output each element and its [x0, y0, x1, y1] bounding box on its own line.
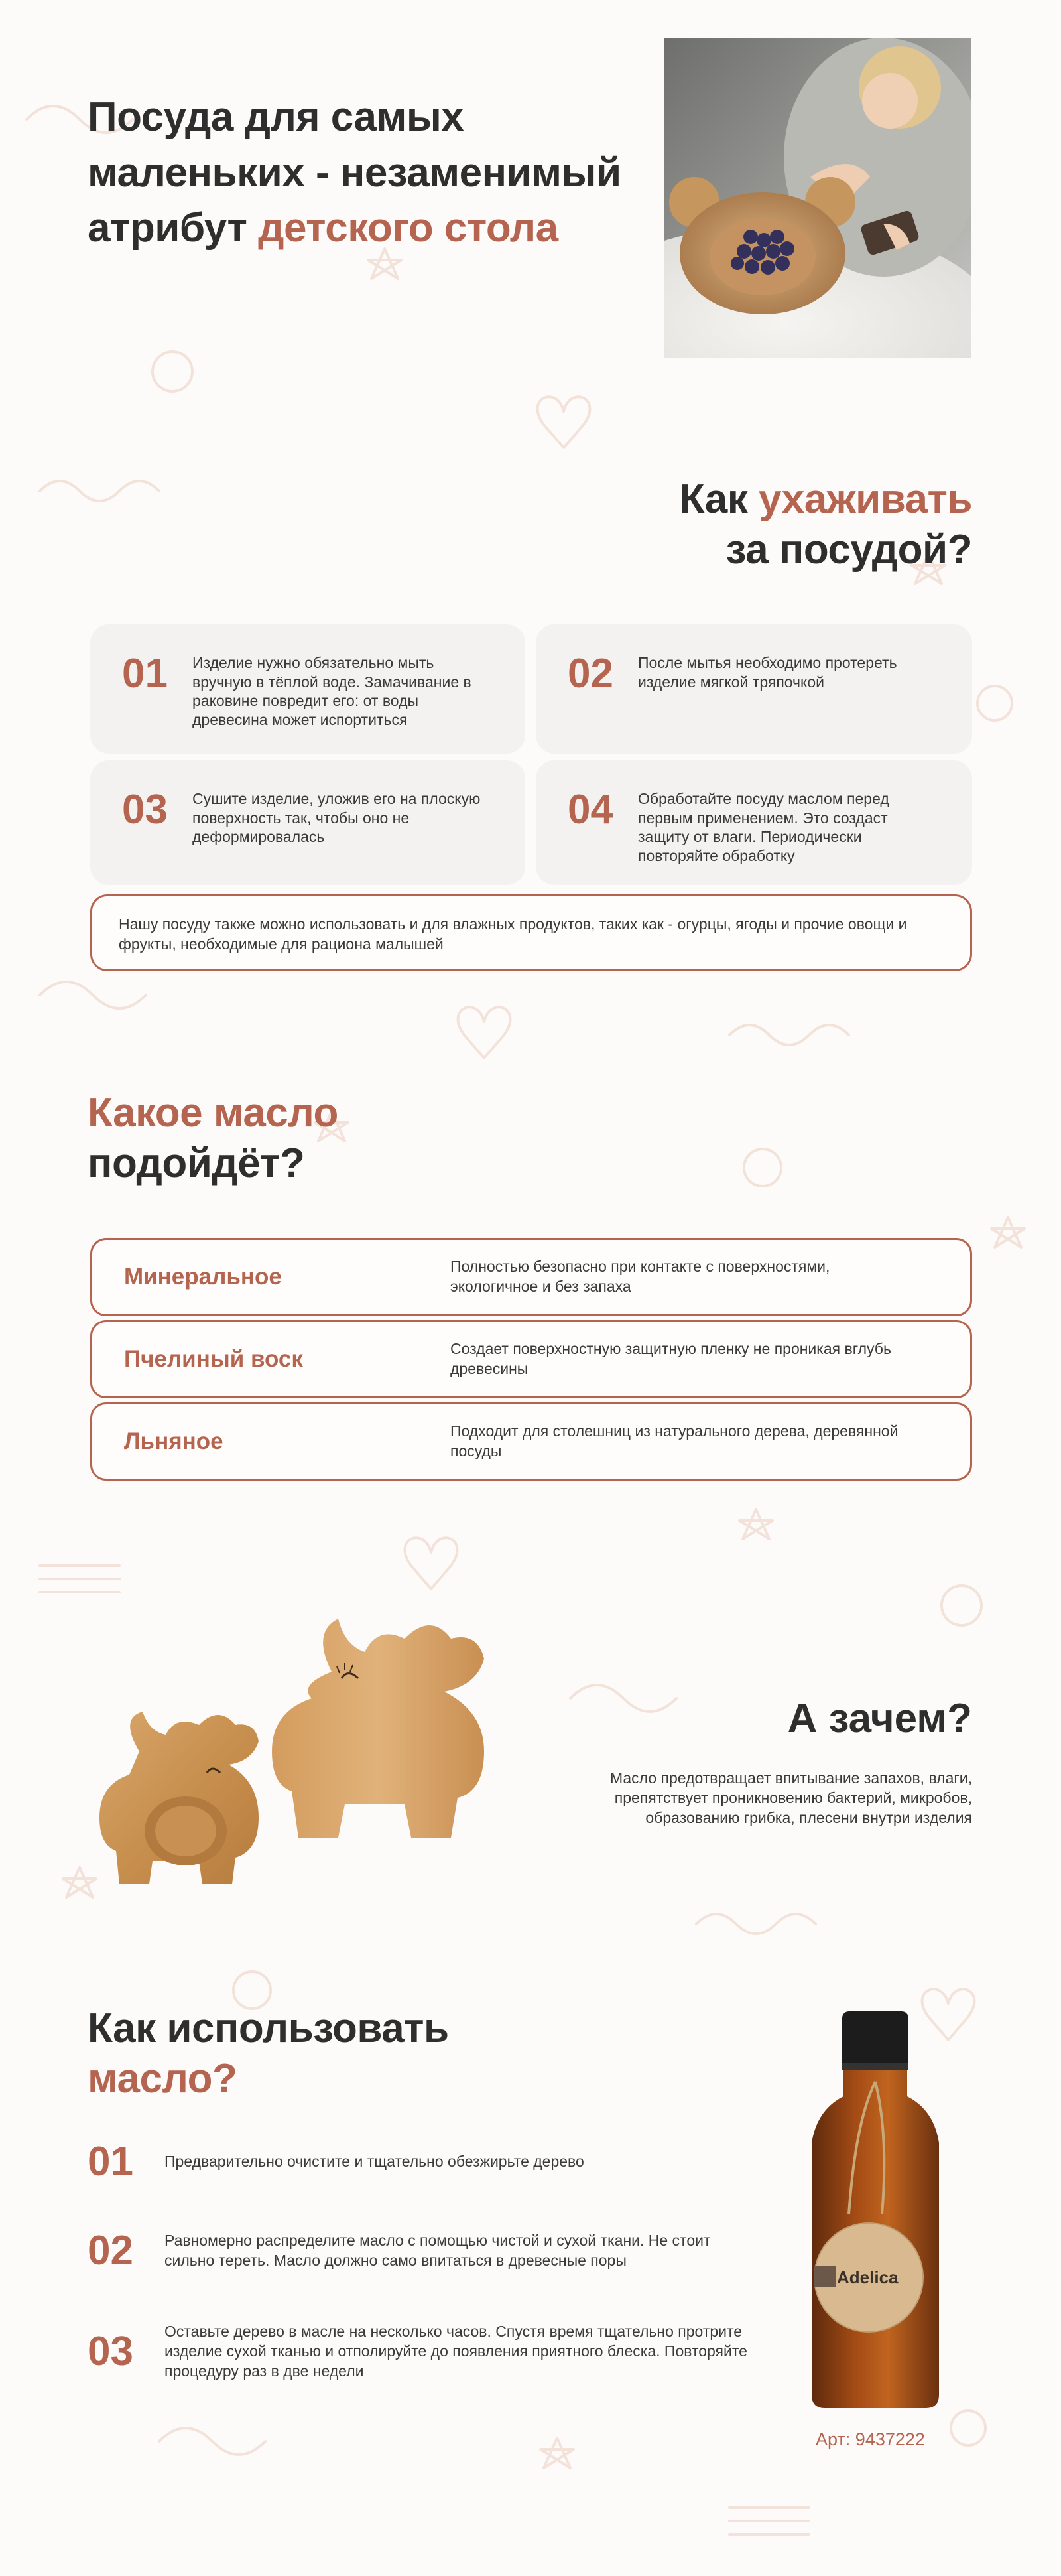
care-card-02 [536, 624, 972, 754]
step-text: Предварительно очистите и тщательно обезжирьте дерево [164, 2153, 584, 2171]
step-number: 02 [88, 2228, 133, 2273]
care-card-text: Изделие нужно обязательно мыть вручную в тёплой воде. Замачивание в раковине повредит его: от воды древесина может испортиться [192, 654, 471, 728]
oils-title-line1: Какое масло [88, 1090, 338, 1136]
usage-title [88, 2003, 618, 2104]
oils-title [88, 1088, 552, 1188]
hero-title [88, 90, 684, 256]
why-title: А зачем? [787, 1696, 972, 1741]
oil-row-mineral [90, 1238, 972, 1316]
oil-name: Минеральное [124, 1264, 282, 1290]
care-card-text: После мытья необходимо протереть изделие мягкой тряпочкой [638, 654, 897, 691]
usage-step-03 [88, 2322, 748, 2382]
oil-name: Пчелиный воск [124, 1346, 303, 1372]
care-card-text: Сушите изделие, уложив его на плоскую поверхность так, чтобы оно не деформировалась [192, 790, 481, 846]
care-card-number: 03 [122, 787, 168, 833]
hero-title-line3: атрибут детского стола [88, 205, 558, 251]
step-text: Оставьте дерево в масле на несколько часов. Спустя время тщательно протрите изделие сухой тканью и отполируйте до появления приятного блеска. Повторяйте процедуру раз в две недели [164, 2323, 747, 2380]
step-number: 03 [88, 2328, 133, 2374]
oil-name: Льняное [124, 1428, 223, 1454]
why-text: Масло предотвращает впитывание запахов, влаги, препятствует проникновению бактерий, микробов, образованию грибка, плесени внутри изделия [609, 1769, 972, 1826]
usage-step-01 [88, 2141, 748, 2183]
care-card-03 [90, 760, 525, 885]
oil-row-beeswax [90, 1320, 972, 1398]
oil-row-linseed [90, 1402, 972, 1481]
care-note: Нашу посуду также можно использовать и для влажных продуктов, таких как - огурцы, ягоды и прочие овощи и фрукты, необходимые для рациона малышей [90, 894, 972, 971]
hero-title-line2: маленьких - незаменимый [88, 149, 621, 196]
care-card-04 [536, 760, 972, 885]
usage-title-line2: масло? [88, 2055, 237, 2102]
step-number: 01 [88, 2139, 133, 2185]
bottle-brand-label: Adelica [837, 2268, 899, 2287]
oil-description: Подходит для столешниц из натурального дерева, деревянной посуды [450, 1422, 899, 1459]
oil-description: Полностью безопасно при контакте с поверхностями, экологичное и без запаха [450, 1258, 830, 1295]
wooden-moose-plates-photo [80, 1599, 557, 1917]
step-text: Равномерно распределите масло с помощью чистой и сухой ткани. Не стоит сильно тереть. Масло должно само впитаться в древесные поры [164, 2232, 711, 2269]
oil-bottle-photo [796, 2009, 955, 2420]
usage-title-line1: Как использовать [88, 2005, 449, 2051]
care-title-line1: Как ухаживать [679, 476, 972, 522]
care-title [504, 474, 972, 575]
care-card-number: 01 [122, 651, 168, 697]
article-number: Арт: 9437222 [816, 2429, 925, 2449]
care-title-line2: за посудой? [725, 526, 972, 573]
care-card-01 [90, 624, 525, 754]
care-card-number: 04 [568, 787, 613, 833]
hero-photo-child-with-plate [664, 38, 971, 358]
usage-step-02 [88, 2230, 748, 2271]
hero-title-line1: Посуда для самых [88, 94, 464, 140]
care-card-text: Обработайте посуду маслом перед первым применением. Это создаст защиту от влаги. Периодически повторяйте обработку [638, 790, 889, 864]
oils-title-line2: подойдёт? [88, 1140, 305, 1186]
oil-description: Создает поверхностную защитную пленку не проникая вглубь древесины [450, 1340, 891, 1377]
care-card-number: 02 [568, 651, 613, 697]
why-section [570, 1695, 972, 1828]
